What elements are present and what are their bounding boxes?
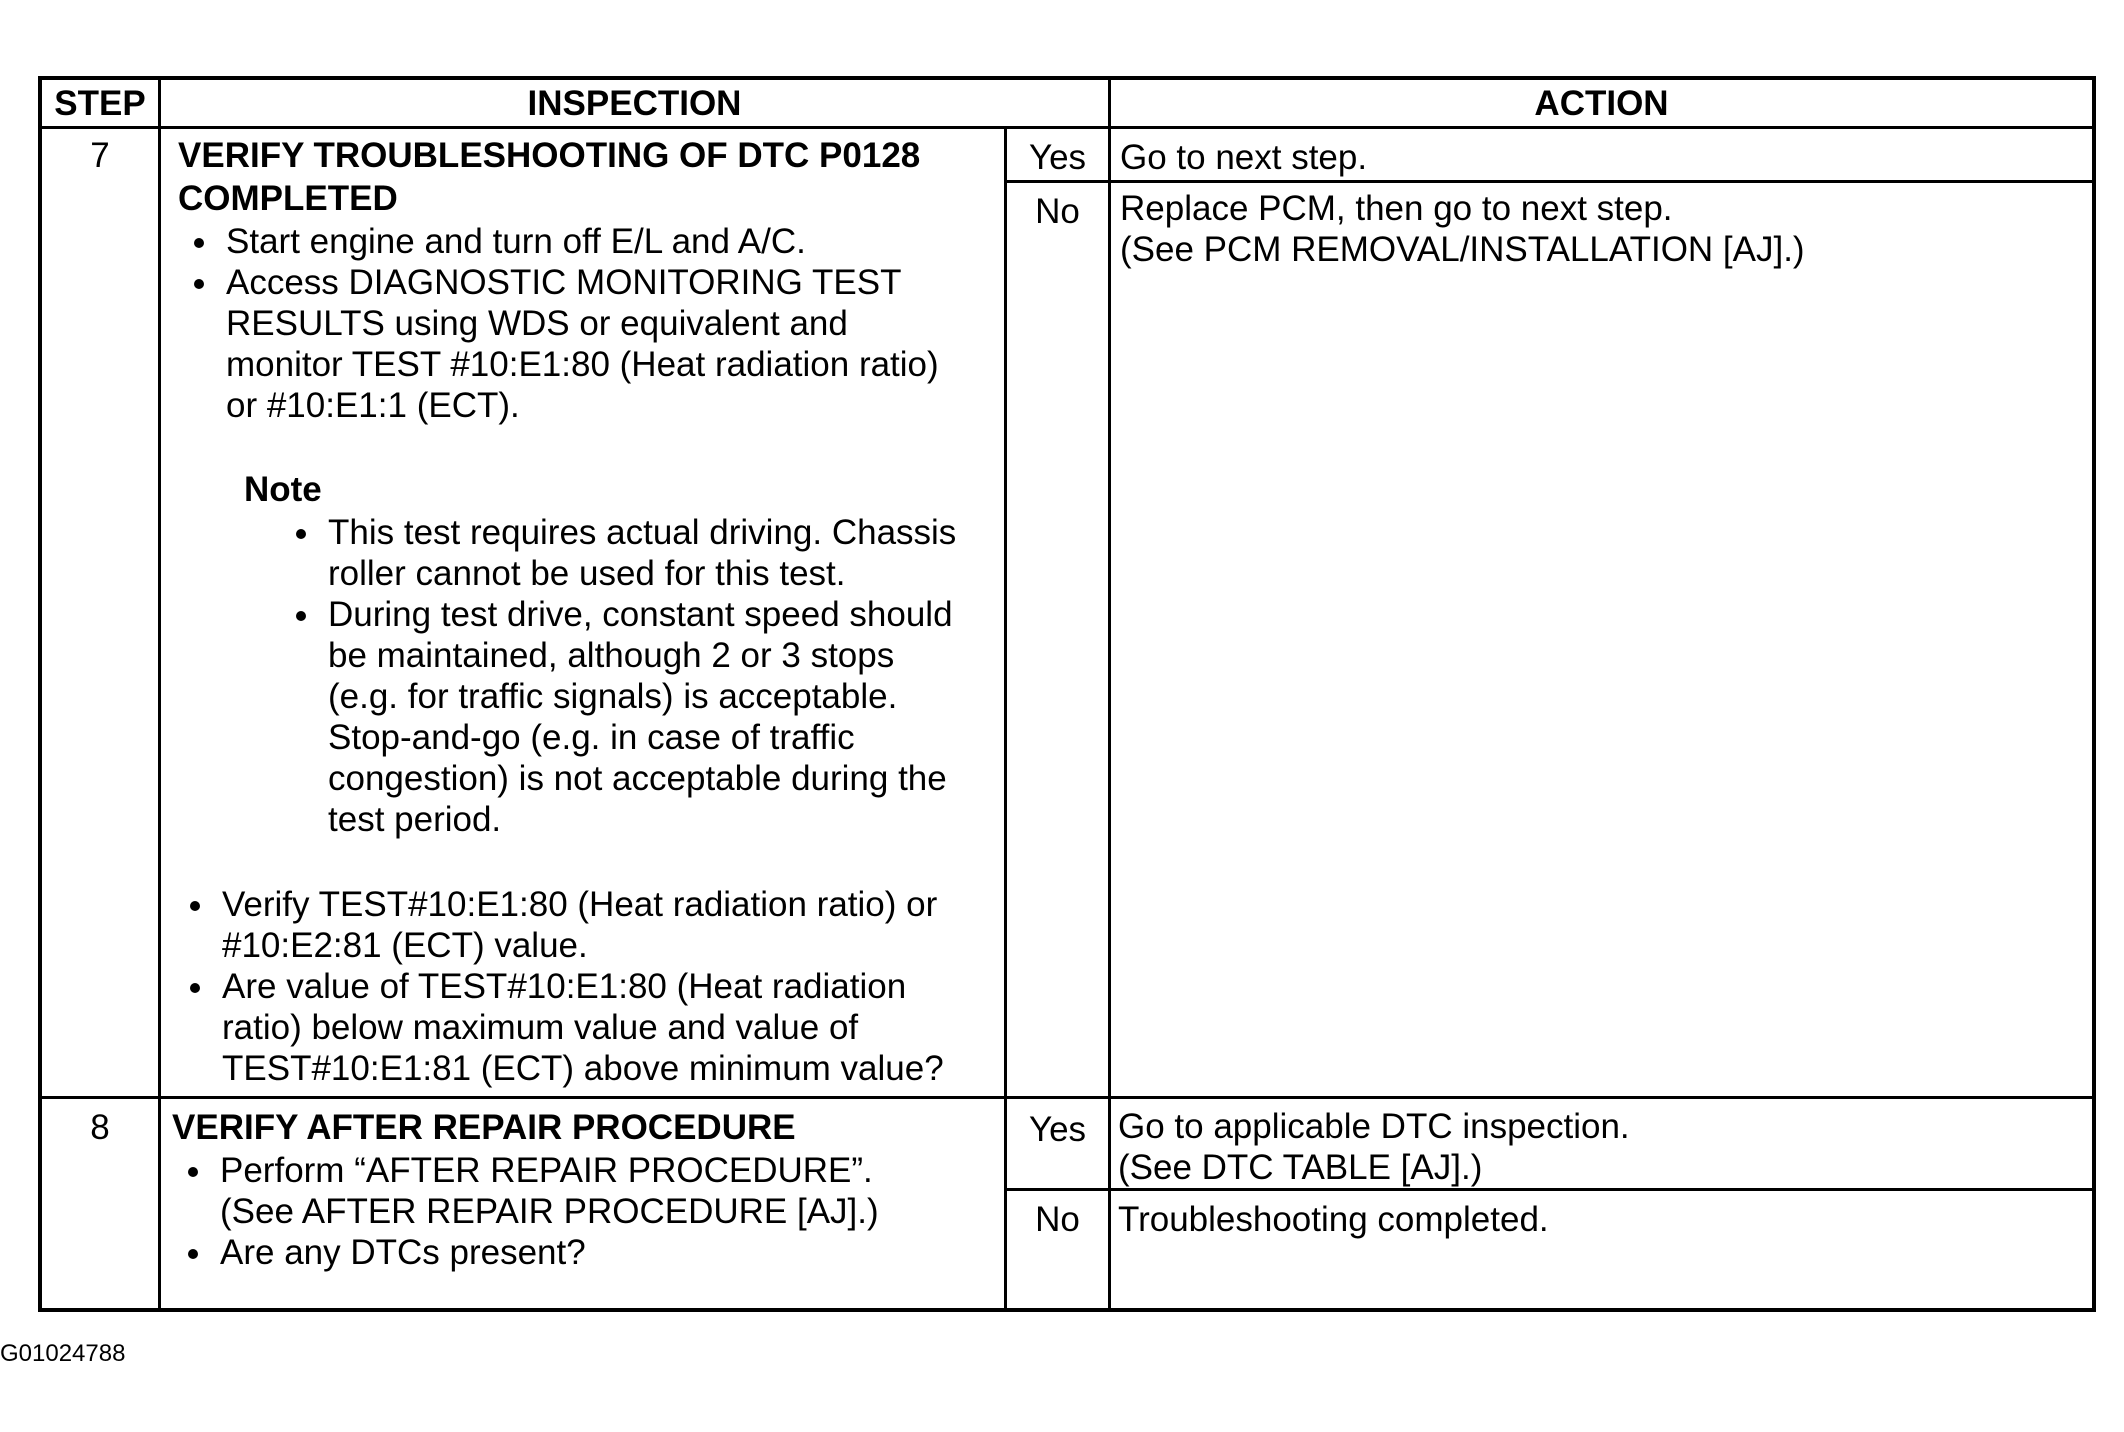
bullet-line: During test drive, constant speed should <box>328 595 953 634</box>
step-number: 8 <box>90 1108 110 1147</box>
yes-action: Go to next step. <box>1120 138 1368 177</box>
row8-yes-no-divider <box>1004 1188 2092 1191</box>
bullet-item <box>182 262 939 426</box>
bullet-line: or #10:E1:1 (ECT). <box>226 386 520 425</box>
bullet-item <box>284 512 956 594</box>
bullet-line: Are value of TEST#10:E1:80 (Heat radiation <box>222 967 907 1006</box>
action-line: Replace PCM, then go to next step. <box>1120 189 1673 228</box>
bullet-line: (See AFTER REPAIR PROCEDURE [AJ].) <box>220 1192 879 1231</box>
bullet-line: congestion) is not acceptable during the <box>328 759 947 798</box>
note-bullets <box>284 512 956 840</box>
no-action: Troubleshooting completed. <box>1118 1200 1549 1239</box>
no-label: No <box>1035 1200 1080 1239</box>
bullet-item <box>178 966 944 1089</box>
figure-id: G01024788 <box>0 1340 126 1367</box>
note-label: Note <box>244 470 322 509</box>
action-line: (See DTC TABLE [AJ].) <box>1118 1148 1483 1187</box>
bullet-line: Start engine and turn off E/L and A/C. <box>226 222 806 261</box>
row7-yes-no-divider <box>1004 180 2092 183</box>
bullet-item <box>176 1150 879 1232</box>
action-column-divider <box>1108 80 1111 1308</box>
inspection-bullets <box>178 884 944 1089</box>
bullet-line: monitor TEST #10:E1:80 (Heat radiation ratio) <box>226 345 939 384</box>
troubleshooting-table <box>38 76 2096 1312</box>
bullet-line: Perform “AFTER REPAIR PROCEDURE”. <box>220 1151 873 1190</box>
header-inspection: INSPECTION <box>527 84 742 123</box>
no-label: No <box>1035 192 1080 231</box>
yes-action <box>1118 1106 1630 1188</box>
inspection-bullets <box>176 1150 879 1273</box>
bullet-line: be maintained, although 2 or 3 stops <box>328 636 895 675</box>
header-step: STEP <box>54 84 146 123</box>
bullet-line: test period. <box>328 800 502 839</box>
action-line: Go to applicable DTC inspection. <box>1118 1107 1630 1146</box>
bullet-line: roller cannot be used for this test. <box>328 554 846 593</box>
bullet-line: ratio) below maximum value and value of <box>222 1008 859 1047</box>
step-title: VERIFY AFTER REPAIR PROCEDURE <box>172 1108 796 1147</box>
row-divider <box>42 1096 2092 1099</box>
bullet-line: RESULTS using WDS or equivalent and <box>226 304 848 343</box>
bullet-item <box>284 594 956 840</box>
yes-label: Yes <box>1028 1110 1087 1149</box>
bullet-line: Are any DTCs present? <box>220 1233 586 1272</box>
step-number: 7 <box>90 136 110 175</box>
step-title: VERIFY TROUBLESHOOTING OF DTC P0128 <box>178 136 921 175</box>
bullet-item <box>178 884 944 966</box>
bullet-line: (e.g. for traffic signals) is acceptable. <box>328 677 898 716</box>
action-line: (See PCM REMOVAL/INSTALLATION [AJ].) <box>1120 230 1805 269</box>
header-action: ACTION <box>1534 84 1669 123</box>
header-divider <box>42 126 2092 129</box>
bullet-line: Access DIAGNOSTIC MONITORING TEST <box>226 263 902 302</box>
step-title-continued: COMPLETED <box>178 179 398 218</box>
bullet-line: TEST#10:E1:81 (ECT) above minimum value? <box>222 1049 944 1088</box>
bullet-line: This test requires actual driving. Chassis <box>328 513 957 552</box>
inspection-bullets <box>182 221 939 426</box>
bullet-item <box>182 221 939 262</box>
bullet-line: #10:E2:81 (ECT) value. <box>222 926 588 965</box>
bullet-line: Stop-and-go (e.g. in case of traffic <box>328 718 855 757</box>
no-action <box>1120 188 1805 270</box>
step-column-divider <box>158 80 161 1308</box>
bullet-line: Verify TEST#10:E1:80 (Heat radiation ratio) or <box>222 885 938 924</box>
yes-label: Yes <box>1028 138 1087 177</box>
bullet-item <box>176 1232 879 1273</box>
